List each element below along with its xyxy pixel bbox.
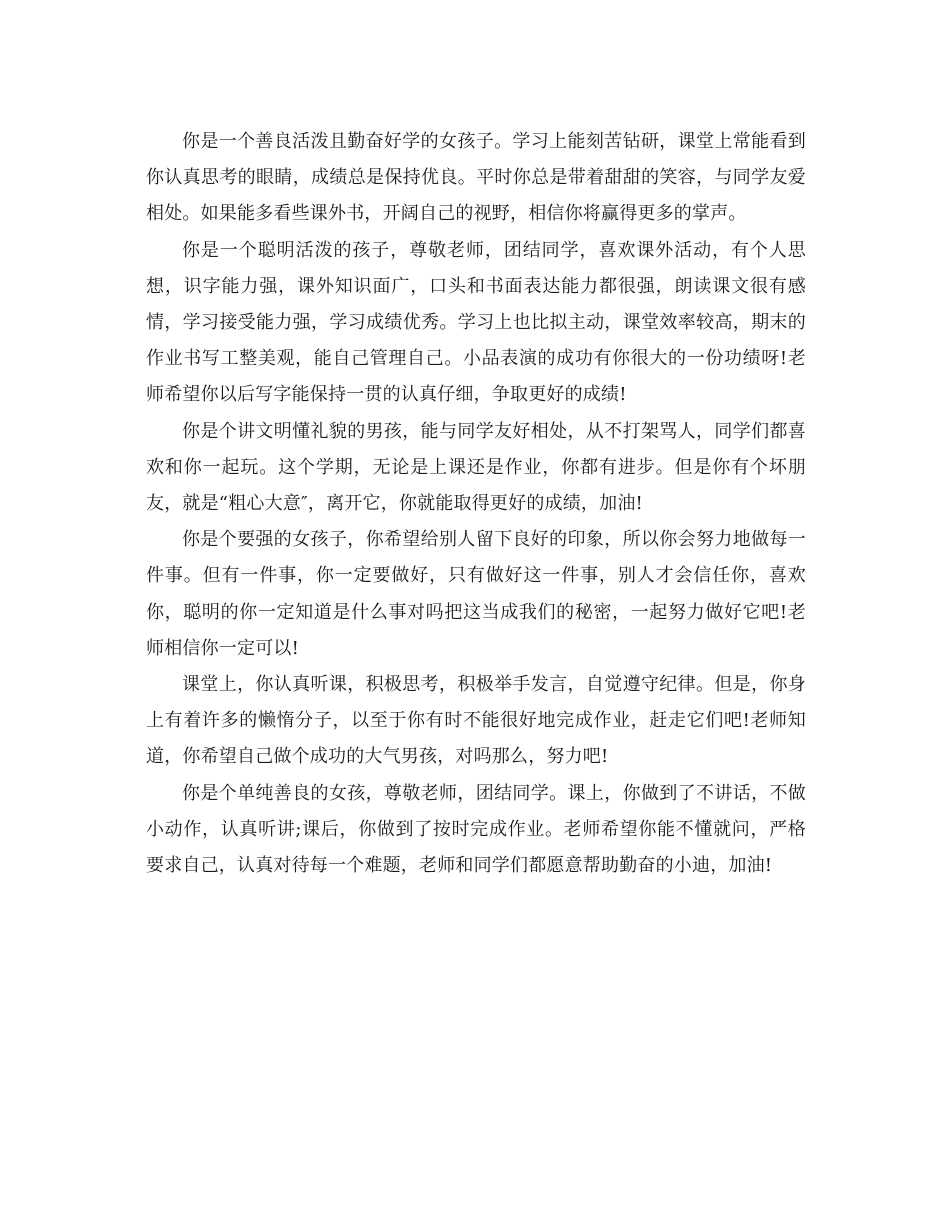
comment-paragraph-2: 你是一个聪明活泼的孩子，尊敬老师，团结同学，喜欢课外活动，有个人思想，识字能力强，课外知识面广，口头和书面表达能力都很强，朗读课文很有感情，学习接受能力强，学习成绩优秀。学习上也比拟主动，课堂效率较高，期末的作业书写工整美观，能自己管理自己。小品表演的成功有你很大的一份功绩呀!老师希望你以后写字能保持一贯的认真仔细，争取更好的成绩! (146, 239, 806, 406)
comment-paragraph-5: 课堂上，你认真听课，积极思考，积极举手发言，自觉遵守纪律。但是，你身上有着许多的懒惰分子，以至于你有时不能很好地完成作业，赶走它们吧!老师知道，你希望自己做个成功的大气男孩，对吗那么，努力吧! (146, 674, 806, 768)
comment-paragraph-3: 你是个讲文明懂礼貌的男孩，能与同学友好相处，从不打架骂人，同学们都喜欢和你一起玩。这个学期，无论是上课还是作业，你都有进步。但是你有个坏朋友，就是“粗心大意″，离开它，你就能取得更好的成绩，加油! (146, 420, 806, 515)
comment-paragraph-6: 你是个单纯善良的女孩，尊敬老师，团结同学。课上，你做到了不讲话，不做小动作，认真听讲;课后，你做到了按时完成作业。老师希望你能不懂就问，严格要求自己，认真对待每一个难题，老师和同学们都愿意帮助勤奋的小迪，加油! (146, 782, 806, 877)
document-body (146, 124, 806, 884)
comment-paragraph-1: 你是一个善良活泼且勤奋好学的女孩子。学习上能刻苦钻研，课堂上常能看到你认真思考的眼睛，成绩总是保持优良。平时你总是带着甜甜的笑容，与同学友爱相处。如果能多看些课外书，开阔自己的视野，相信你将赢得更多的掌声。 (146, 131, 806, 225)
comment-paragraph-4: 你是个要强的女孩子，你希望给别人留下良好的印象，所以你会努力地做每一件事。但有一件事，你一定要做好，只有做好这一件事，别人才会信任你，喜欢你，聪明的你一定知道是什么事对吗把这当成我们的秘密，一起努力做好它吧!老师相信你一定可以! (146, 529, 806, 659)
